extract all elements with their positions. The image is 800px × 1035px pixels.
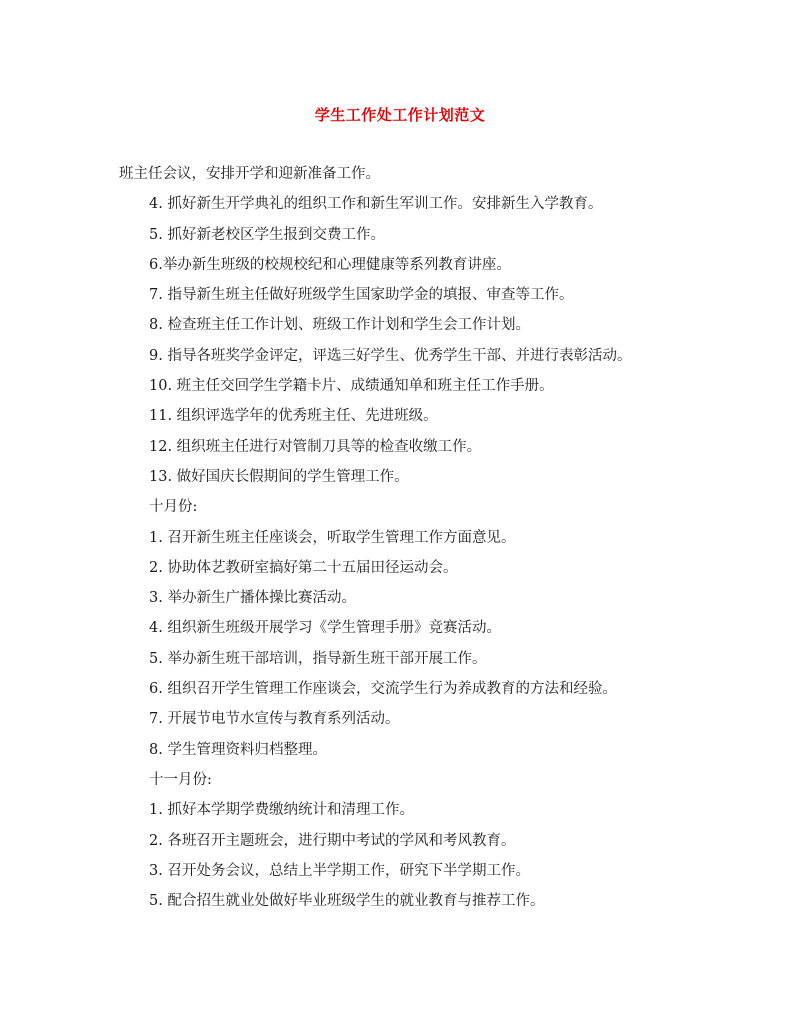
document-line: 十一月份:: [149, 771, 212, 788]
document-line: 6.举办新生班级的校规校纪和心理健康等系列教育讲座。: [149, 256, 511, 273]
document-line: 2. 协助体艺教研室搞好第二十五届田径运动会。: [149, 559, 458, 576]
document-line: 3. 举办新生广播体操比赛活动。: [149, 590, 356, 607]
document-line: 4. 抓好新生开学典礼的组织工作和新生军训工作。安排新生入学教育。: [149, 196, 603, 213]
document-line: 7. 开展节电节水宣传与教育系列活动。: [149, 711, 400, 728]
page-title: 学生工作处工作计划范文: [314, 106, 486, 124]
document-line: 11. 组织评选学年的优秀班主任、先进班级。: [149, 408, 438, 425]
document-line: 12. 组织班主任进行对管制刀具等的检查收缴工作。: [149, 438, 482, 455]
document-line: 3. 召开处务会议，总结上半学期工作，研究下半学期工作。: [149, 862, 530, 879]
document-line: 1. 抓好本学期学费缴纳统计和清理工作。: [149, 802, 414, 819]
document-line: 7. 指导新生班主任做好班级学生国家助学金的填报、审查等工作。: [149, 287, 574, 304]
document-line: 8. 检查班主任工作计划、班级工作计划和学生会工作计划。: [149, 317, 530, 334]
document-line: 1. 召开新生班主任座谈会，听取学生管理工作方面意见。: [149, 529, 516, 546]
document-line: 9. 指导各班奖学金评定，评选三好学生、优秀学生干部、并进行表彰活动。: [149, 347, 632, 364]
document-line: 4. 组织新生班级开展学习《学生管理手册》竞赛活动。: [149, 620, 501, 637]
document-line: 10. 班主任交回学生学籍卡片、成绩通知单和班主任工作手册。: [149, 378, 554, 395]
document-line: 2. 各班召开主题班会，进行期中考试的学风和考风教育。: [149, 832, 516, 849]
document-line: 班主任会议，安排开学和迎新准备工作。: [119, 166, 380, 182]
document-line: 6. 组织召开学生管理工作座谈会，交流学生行为养成教育的方法和经验。: [149, 681, 617, 698]
document-line: 5. 举办新生班干部培训，指导新生班干部开展工作。: [149, 650, 487, 667]
document-line: 8. 学生管理资料归档整理。: [149, 741, 327, 758]
document-line: 5. 配合招生就业处做好毕业班级学生的就业教育与推荐工作。: [149, 893, 545, 910]
document-line: 十月份:: [149, 499, 198, 516]
document-line: 5. 抓好新老校区学生报到交费工作。: [149, 226, 385, 243]
document-body: [119, 163, 719, 920]
document-line: 13. 做好国庆长假期间的学生管理工作。: [149, 468, 409, 485]
